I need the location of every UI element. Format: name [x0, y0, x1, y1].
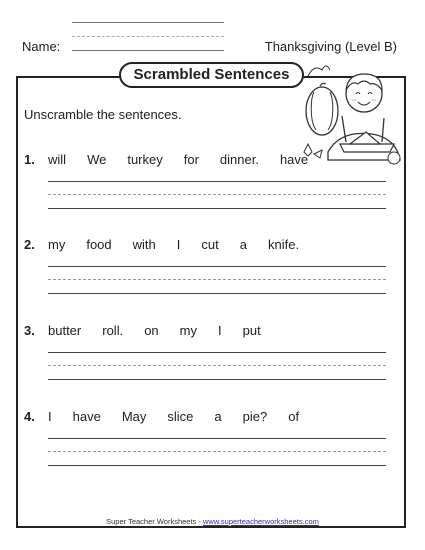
word: a	[239, 237, 247, 252]
footer	[0, 517, 425, 526]
answer-line-mid	[48, 194, 386, 195]
scrambled-words	[48, 237, 320, 252]
scrambled-words	[48, 152, 329, 167]
name-dash-line	[72, 36, 224, 37]
footer-text: Super Teacher Worksheets -	[106, 517, 203, 526]
scrambled-words	[48, 409, 320, 424]
answer-line-bottom	[48, 293, 386, 294]
instructions: Unscramble the sentences.	[24, 107, 182, 122]
name-label: Name:	[22, 39, 61, 54]
word: knife.	[267, 237, 300, 252]
word: I	[218, 323, 222, 338]
question-1	[24, 152, 394, 232]
answer-line-mid	[48, 451, 386, 452]
worksheet-level: Thanksgiving (Level B)	[264, 39, 397, 54]
question-3	[24, 323, 394, 403]
answer-line-top[interactable]	[48, 181, 386, 182]
word: cut	[201, 237, 219, 252]
question-number: 3.	[24, 323, 35, 338]
word: I	[176, 237, 181, 252]
question-2	[24, 237, 394, 317]
word: will	[48, 152, 67, 167]
question-number: 4.	[24, 409, 35, 424]
word: I	[48, 409, 52, 424]
footer-link[interactable]: www.superteacherworksheets.com	[202, 517, 319, 526]
answer-line-top[interactable]	[48, 438, 386, 439]
worksheet-title: Scrambled Sentences	[119, 62, 304, 88]
word: have	[279, 152, 309, 167]
word: dinner.	[219, 152, 259, 167]
word: butter	[48, 323, 82, 338]
word: with	[132, 237, 156, 252]
answer-line-bottom	[48, 379, 386, 380]
name-top-line	[72, 22, 224, 23]
name-answer-line[interactable]	[72, 50, 224, 51]
word: slice	[167, 409, 194, 424]
answer-line-bottom	[48, 465, 386, 466]
word: We	[87, 152, 107, 167]
scrambled-words	[48, 323, 282, 338]
word: have	[72, 409, 101, 424]
question-4	[24, 409, 394, 489]
question-number: 2.	[24, 237, 35, 252]
word: of	[288, 409, 300, 424]
word: pie?	[242, 409, 268, 424]
answer-line-bottom	[48, 208, 386, 209]
answer-line-mid	[48, 279, 386, 280]
word: May	[121, 409, 147, 424]
word: food	[86, 237, 112, 252]
word: a	[214, 409, 222, 424]
answer-line-mid	[48, 365, 386, 366]
answer-line-top[interactable]	[48, 352, 386, 353]
word: put	[242, 323, 261, 338]
word: for	[183, 152, 199, 167]
answer-line-top[interactable]	[48, 266, 386, 267]
word: on	[144, 323, 159, 338]
word: my	[179, 323, 198, 338]
word: turkey	[127, 152, 163, 167]
word: my	[48, 237, 66, 252]
question-number: 1.	[24, 152, 35, 167]
word: roll.	[102, 323, 124, 338]
